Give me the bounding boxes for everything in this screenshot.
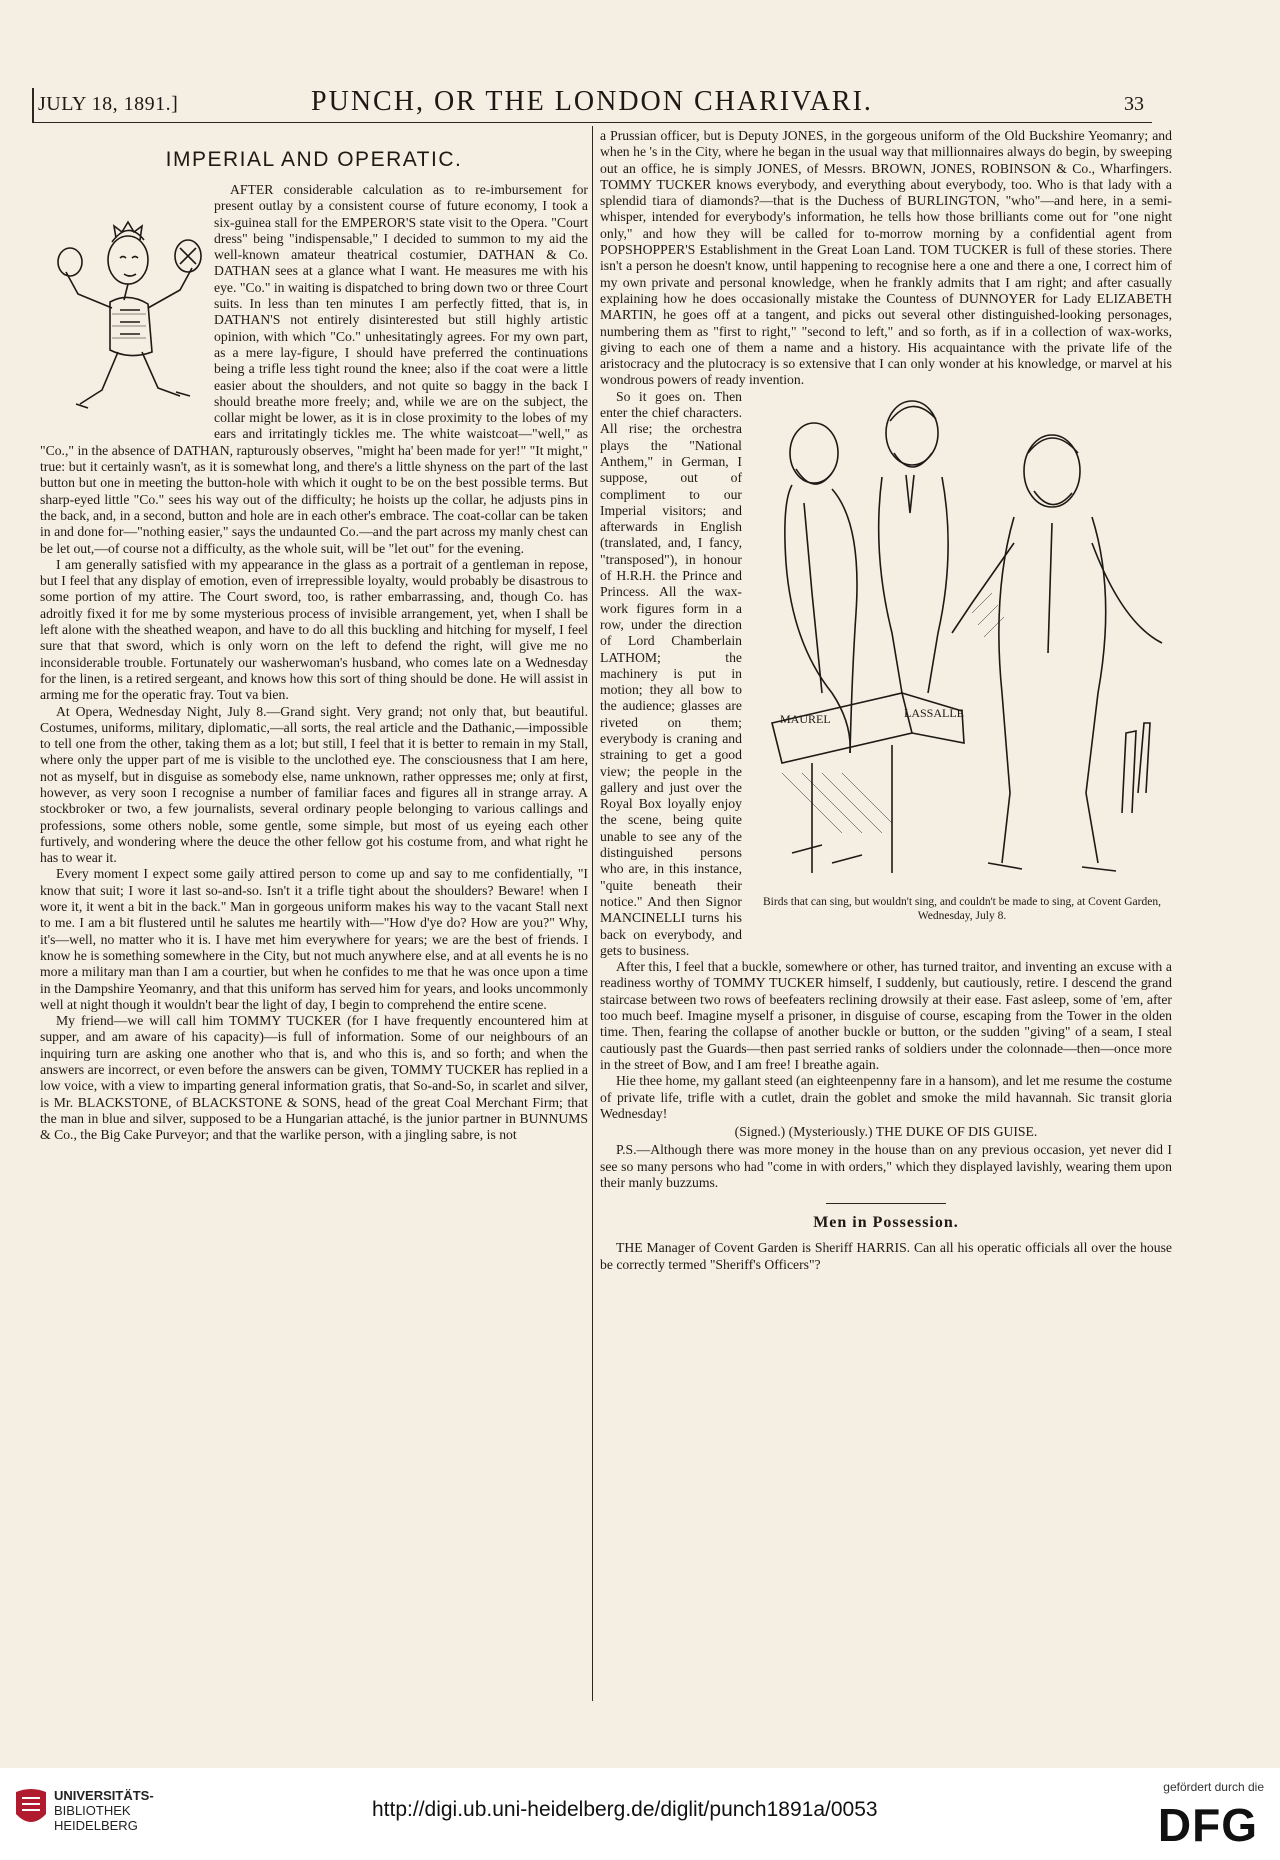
article-paragraph: So it goes on. Then enter the chief characters. All rise; the orchestra plays the "National Anthem," in German, I suppose, out of compliment to our Imperial visitors; and afterwards in English (translated, and, I fancy, "transposed"), in honour of H.R.H. the Prince and Princess. All the wax-work figures form in a row, under the direction of Lord Chamberlain LATHOM; the machinery is put in motion; they all bow to the audience; glasses are riveted on them; everybody is craning and straining to get a good view; the people in the gallery and just over the Royal Box loyally enjoy the scene, being quite unable to see any of the distinguished persons who are, in this instance, "quite beneath their notice." And then Signor MANCINELLI turns his back on everybody, and gets to business. xyxy=(600,388,742,958)
issue-date: JULY 18, 1891.] xyxy=(38,93,179,115)
postscript: P.S.—Although there was more money in the house than on any previous occasion, yet never did I see so many persons who had "come in with orders," which they displayed lavishly, wearing them upon their manly buzzums. xyxy=(600,1142,1172,1190)
right-column xyxy=(600,128,1172,1708)
library-name-line3: HEIDELBERG xyxy=(54,1818,138,1833)
column-divider xyxy=(592,126,593,1701)
cartoon-figure xyxy=(752,393,1172,923)
label-lassalle: LASSALLE xyxy=(904,705,964,720)
library-emblem-icon xyxy=(14,1786,48,1830)
singers-cartoon-illustration xyxy=(752,393,1172,893)
library-name-line1: UNIVERSITÄTS- xyxy=(54,1788,154,1803)
article-paragraph: a Prussian officer, but is Deputy JONES, in the gorgeous uniform of the Old Buckshire Yeomanry; and when he 's in the City, where he began in the usual way that millionnaires always do begin, by sweeping out an office, he is simply JONES, of Messrs. BROWN, JONES, ROBINSON & Co., Wharfingers. TOMMY TUCKER knows everybody, and everything about everybody, too. Who is that lady with a splendid tiara of diamonds?—that is the Duchess of BURLINGTON, "who"—and here, in a semi-whisper, intended for everybody's information, he tells how those brilliants come out for "one night only," and how they will be called for to-morrow morning by a confidential agent from POPSHOPPER'S Establishment in the Great Loan Land. TOM TUCKER is full of these stories. There isn't a person he doesn't know, until happening to recognise here a one and there a one, I correct him of my own private and personal knowledge, when he frankly admits that I am right; and after casually explaining how he does occasionally mistake the Countess of DUNNOYER for Lady ELIZABETH MARTIN, he goes off at a tangent, and picks out several other distinguished-looking personages, numbering them as "first to right," "second to left," and so forth, as if in a collection of wax-works, giving to each one of them a name and a history. His acquaintance with the private life of the aristocracy and the plutocracy is so extensive that I can only wonder at his knowledge, or marvel at his wondrous powers of ready invention. xyxy=(600,128,1172,388)
dancing-figure-illustration xyxy=(40,182,208,438)
dfg-logo: DFG xyxy=(1157,1799,1258,1851)
source-url-link[interactable]: http://digi.ub.uni-heidelberg.de/diglit/punch1891a/0053 xyxy=(372,1798,878,1821)
article-paragraph: Hie thee home, my gallant steed (an eighteenpenny fare in a hansom), and let me resume the costume of private life, trifle with a cutlet, drain the goblet and smoke the mild havannah. Sic transit gloria Wednesday! xyxy=(600,1073,1172,1121)
funded-by-label: gefördert durch die xyxy=(1163,1780,1264,1794)
second-article-text: THE Manager of Covent Garden is Sheriff HARRIS. Can all his operatic officials all over the house be correctly termed "Sheriff's Officers"? xyxy=(600,1240,1172,1272)
article-title: IMPERIAL AND OPERATIC. xyxy=(165,148,463,171)
article-paragraph: At Opera, Wednesday Night, July 8.—Grand sight. Very grand; not only that, but beautiful. Costumes, uniforms, military, diplomatic,—all sorts, the real article and the Dathanic,—impossible to tell one from the other, taking them as a lot; but still, I feel that it is better to remain in my Stall, where only the upper part of me is visible to the unclothed eye. The consciousness that I am here, not as myself, but in disguise as somebody else, name unknown, rather oppresses me; only at first, however, as very soon I recognise a number of familiar faces and figures all in strange array. A stockbroker or two, a few journalists, several ordinary people belonging to various callings and professions, some others noble, some gentle, some simple, but most of us eyeing each other furtively, and wondering where the deuce the other fellow got his costume from, and what right he has to wear it. xyxy=(40,703,588,866)
article-paragraph: After this, I feel that a buckle, somewhere or other, has turned traitor, and inventing an excuse with a readiness worthy of TOMMY TUCKER himself, I suddenly, but cautiously, retire. I descend the grand staircase between two rows of beefeaters reclining drowsily at their ease. Fast asleep, some of 'em, after too much beef. Imagine myself a prisoner, in disguise of course, escaping from the Tower in the olden time. Then, fearing the collapse of another buckle or button, or the sudden "giving" of a seam, I steal cautiously past the Guards—then past serried ranks of soldiers under the colonnade—then—once more in the street of Bow, and I am free! I breathe again. xyxy=(600,959,1172,1072)
article-signature: (Signed.) (Mysteriously.) THE DUKE OF DIS GUISE. xyxy=(734,1124,1038,1140)
page-header xyxy=(32,88,1152,123)
article-paragraph: AFTER considerable calculation as to re-imbursement for present outlay by a consistent course of future economy, I took a six-guinea stall for the EMPEROR'S state visit to the Opera. "Court dress" being "indispensable," I decided to summon to my aid the well-known amateur theatrical costumier, DATHAN & Co. DATHAN sees at a glance what I want. He measures me with his eye. "Co." in waiting is dispatched to bring down two or three Court suits. In less than ten minutes I am perfectly fitted, that is, in DATHAN'S not entirely disinterested but still highly artistic opinion, with which "Co." unhesitatingly agrees. For my own part, as a mere lay-figure, I should have preferred the continuations being a trifle less tight round the knee; also if the coat were a little easier about the shoulders, and not quite so baggy in the back I should breathe more freely; and, while we are on the subject, the collar might be lower, as it is in close proximity to the lobes of my ears and irritatingly tickles me. The white waistcoat—"well," as "Co.," in the absence of DATHAN, rapturously observes, "might ha' been made for yer!" "It might," true: but it certainly wasn't, as it is somewhat long, and there's a little shyness on the part of the last button but one in meeting the button-hole with which it ought to be on the best possible terms. But sharp-eyed little "Co." sees his way out of the difficulty; he hoists up the collar, he adjusts pins in the back, and, in a second, button and hole are in each other's embrace. The coat-collar can be taken in and done for—"nothing easier," says the undaunted Co.—and the part across my manly chest can be let out,—of course not a difficulty, as the whole suit, will be "let out" for the evening. xyxy=(40,182,588,556)
article-paragraph: My friend—we will call him TOMMY TUCKER (for I have frequently encountered him at supper, and am aware of his capacity)—is full of information. Some of our neighbours of an inquiring turn are asking one another who that is, and who this is, and so forth; and when the answers are incorrect, or even before the answers can be given, TOMMY TUCKER has replied in a low voice, with a view to imparting general information gratis, that So-and-So, in scarlet and silver, is Mr. BLACKSTONE, of BLACKSTONE & SONS, head of the great Coal Merchant Firm; that the man in blue and silver, supposed to be a Hungarian attaché, is the junior partner in BUNNUMS & Co., the Big Cake Purveyor; and that the warlike person, with a jingling sabre, is not xyxy=(40,1013,588,1143)
university-library-logo xyxy=(14,1786,254,1846)
illustration-caption: Birds that can sing, but wouldn't sing, and couldn't be made to sing, at Covent Garden, Wednesday, July 8. xyxy=(763,895,1161,922)
library-name-line2: BIBLIOTHEK xyxy=(54,1803,131,1818)
publication-title: PUNCH, OR THE LONDON CHARIVARI. xyxy=(311,86,873,117)
label-maurel: MAUREL xyxy=(780,711,831,726)
article-paragraph: Every moment I expect some gaily attired person to come up and say to me confidentially, "I know that suit; I wore it last so-and-so. Isn't it a trifle tight about the shoulders? Beware! when I wore it, it went a bit in the back." Man in gorgeous uniform makes his way to the vacant Stall next to me. I am a bit flustered until he salutes me heartily with—"How d'ye do? How are you?" Why, it's—well, no matter who it is. I have met him everywhere for years; we are the best of friends. I know he is something somewhere in the City, but not much anywhere else, and at all events he is no more a military man than I am a courtier, but when he confides to me that he was once upon a time in the Dampshire Yeomanry, and that this uniform has served him for years, and looks uncommonly well at night though it wouldn't bear the light of day, I begin to comprehend the entire scene. xyxy=(40,866,588,1012)
left-column xyxy=(40,140,588,1700)
section-divider xyxy=(826,1203,946,1204)
digitization-footer xyxy=(0,1768,1280,1860)
article-paragraph: I am generally satisfied with my appearance in the glass as a portrait of a gentleman in repose, but I feel that any display of emotion, even of irrepressible loyalty, would probably be disastrous to some portion of my attire. The Court sword, too, is rather embarrassing, and, though Co. has adroitly fixed it for me by some mysterious process of invisible arrangement, yet, when I shall be left alone with the sheathed weapon, and have to do all this buckling and hitching for myself, I feel sure that that sword, which is only worn on the left to defend the right, will give me no inconsiderable trouble. Fortunately our washerwoman's husband, who comes late on a Wednesday for the linen, is a retired sergeant, and knows how this sort of thing should be done. He will assist in arming me for the operatic fray. Tout va bien. xyxy=(40,556,588,703)
second-article-title: Men in Possession. xyxy=(813,1214,959,1232)
page-number: 33 xyxy=(1124,93,1144,115)
